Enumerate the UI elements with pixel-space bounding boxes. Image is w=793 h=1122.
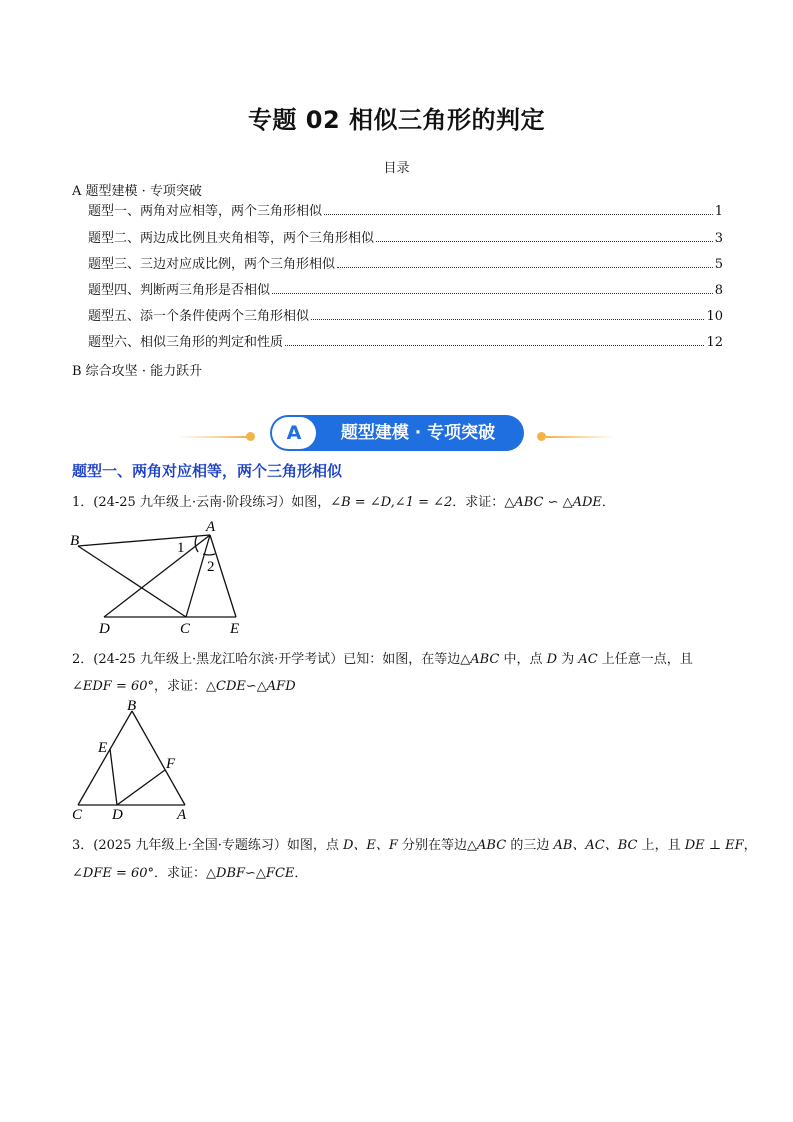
- toc-section-b[interactable]: B 综合攻坚 · 能力跃升: [72, 364, 203, 379]
- q2-condition: ∠EDF = 60°: [72, 679, 155, 694]
- q2-mid: ，求证：: [154, 679, 207, 694]
- q2-triangle: △ABC: [460, 652, 500, 667]
- toc-item-page: 5: [714, 257, 723, 272]
- toc-section-a[interactable]: A 题型建模 · 专项突破: [72, 184, 202, 199]
- label-d: D: [99, 621, 110, 637]
- q1-end: ．: [601, 495, 615, 510]
- question-2-line-2: [72, 675, 296, 694]
- banner-text: 题型建模 · 专项突破: [340, 423, 496, 443]
- toc-item[interactable]: [88, 279, 723, 297]
- section-title: 题型一、两角对应相等，两个三角形相似: [72, 462, 343, 480]
- toc-item-label: 题型六、相似三角形的判定和性质: [88, 335, 284, 350]
- q2-text-d: 上任意一点，且: [597, 652, 693, 667]
- label-e: E: [230, 621, 240, 637]
- figure-1: [66, 516, 256, 638]
- banner-left-dot: [246, 432, 255, 441]
- q2-text-b: 中，点: [499, 652, 547, 667]
- label-a: A: [206, 519, 216, 535]
- toc-item[interactable]: [88, 200, 723, 218]
- q1-condition: ∠B = ∠D,∠1 = ∠2: [330, 495, 453, 510]
- toc-item-label: 题型一、两角对应相等，两个三角形相似: [88, 204, 323, 219]
- q1-mid: ．求证：: [452, 495, 505, 510]
- q3-end: ．: [294, 866, 308, 881]
- q3-text-d: 上，且: [637, 838, 685, 853]
- q2-segment: AC: [578, 652, 598, 667]
- q3-mid: ．求证：: [154, 866, 207, 881]
- toc-item-page: 3: [714, 231, 723, 246]
- q2-text-a: 2．(24-25 九年级上·黑龙江哈尔滨·开学考试）已知：如图，在等边: [72, 652, 461, 667]
- q3-text-a: 3．(2025 九年级上·全国·专题练习）如图，点: [72, 838, 343, 853]
- q3-sides: AB、AC、BC: [553, 838, 638, 853]
- q2-conclusion: △CDE∽△AFD: [206, 679, 296, 694]
- q3-triangle: △ABC: [467, 838, 507, 853]
- toc-item[interactable]: [88, 331, 723, 349]
- q3-conclusion: △DBF∽△FCE: [206, 866, 295, 881]
- toc-item[interactable]: [88, 305, 723, 323]
- q3-points: D、E、F: [342, 838, 398, 853]
- q3-text-b: 分别在等边: [397, 838, 468, 853]
- segment-bc: [78, 546, 186, 617]
- label-e: E: [98, 740, 108, 756]
- q3-text-c: 的三边: [506, 838, 554, 853]
- toc-item-page: 10: [706, 309, 723, 324]
- toc-item-page: 8: [714, 283, 723, 298]
- banner-right-line: [546, 436, 616, 438]
- segment-df: [117, 770, 165, 805]
- banner-left-line: [178, 436, 248, 438]
- question-3-line-2: [72, 862, 307, 881]
- toc-item-label: 题型二、两边成比例且夹角相等，两个三角形相似: [88, 231, 375, 246]
- toc-heading: 目录: [383, 161, 410, 176]
- segment-ed: [110, 749, 117, 805]
- q2-text-c: 为: [557, 652, 579, 667]
- page-title: 专题 02 相似三角形的判定: [247, 106, 546, 134]
- segment-ad: [104, 535, 210, 617]
- label-c: C: [72, 807, 83, 822]
- segment-ab: [78, 535, 210, 546]
- toc-item[interactable]: [88, 253, 723, 271]
- toc-item-page: 12: [706, 335, 723, 350]
- label-d: D: [112, 807, 123, 822]
- label-b: B: [127, 698, 137, 714]
- toc-item-label: 题型四、判断两三角形是否相似: [88, 283, 271, 298]
- q3-text-e: ，: [743, 838, 757, 853]
- segment-ac: [186, 535, 210, 617]
- segment-ae: [210, 535, 236, 617]
- banner-letter: A: [272, 417, 316, 449]
- toc-item-label: 题型五、添一个条件使两个三角形相似: [88, 309, 310, 324]
- toc-item-label: 题型三、三边对应成比例，两个三角形相似: [88, 257, 336, 272]
- label-a: A: [177, 807, 187, 822]
- toc-item-page: 1: [714, 204, 723, 219]
- question-2-line-1: [72, 648, 693, 667]
- label-angle-1: 1: [177, 540, 185, 556]
- label-b: B: [70, 533, 80, 549]
- q3-perp: DE ⊥ EF: [684, 838, 744, 853]
- q3-condition: ∠DFE = 60°: [72, 866, 155, 881]
- question-3-line-1: [72, 834, 757, 853]
- label-angle-2: 2: [207, 559, 215, 575]
- banner-right-dot: [537, 432, 546, 441]
- q1-prefix: 1．(24-25 九年级上·云南·阶段练习）如图，: [72, 495, 331, 510]
- label-c: C: [180, 621, 191, 637]
- segment-cb: [78, 711, 132, 805]
- toc-item[interactable]: [88, 227, 723, 245]
- q1-conclusion: △ABC ∽ △ADE: [504, 495, 602, 510]
- question-1: [72, 491, 615, 510]
- angle-2-arc: [203, 554, 215, 555]
- label-f: F: [166, 756, 176, 772]
- figure-2: [66, 698, 196, 822]
- q2-point-d: D: [546, 652, 558, 667]
- segment-ba: [132, 711, 185, 805]
